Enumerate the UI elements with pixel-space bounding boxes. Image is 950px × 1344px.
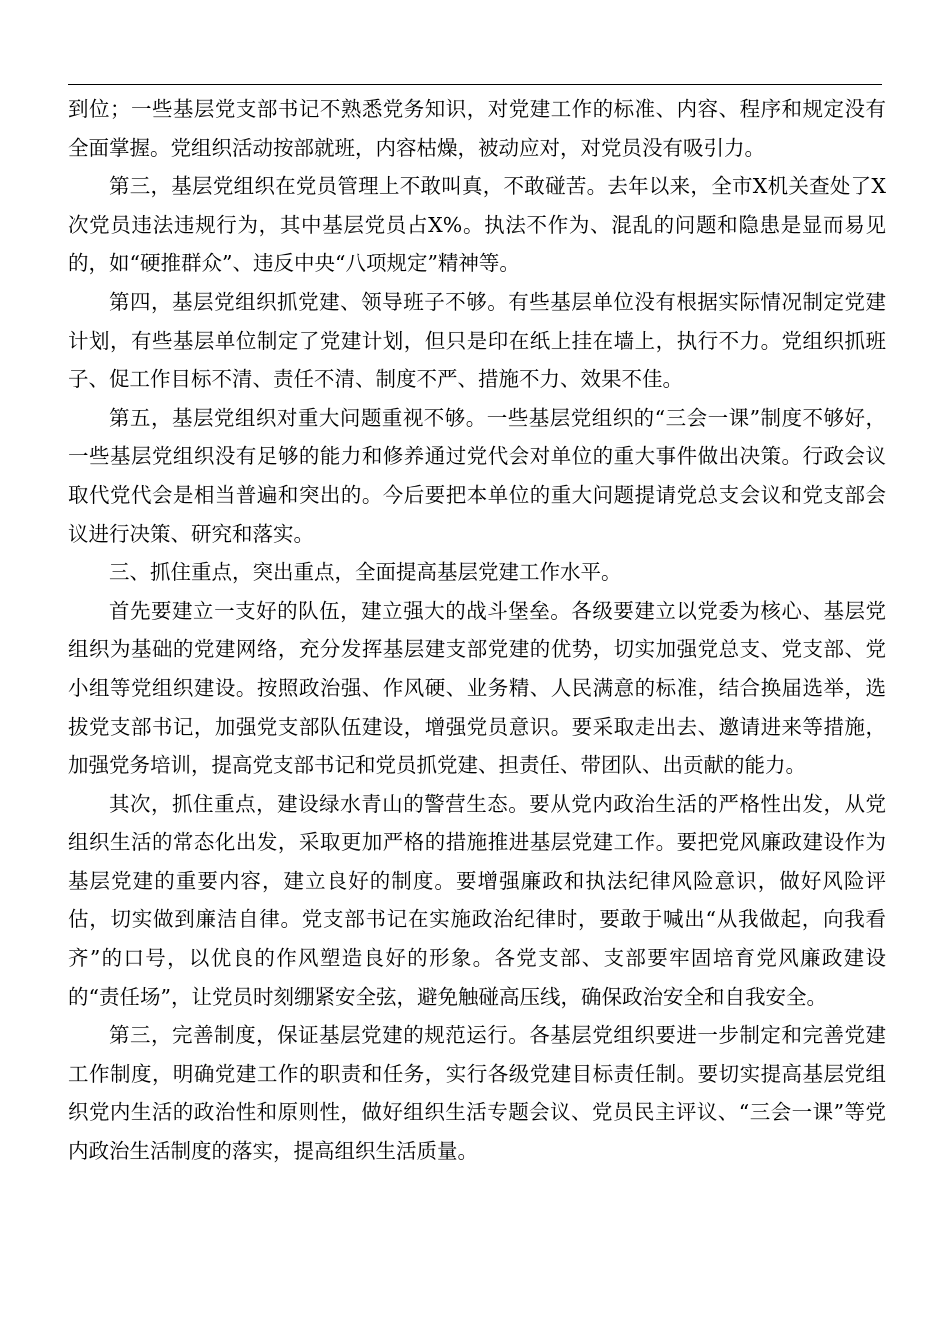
paragraph-continuation: 到位；一些基层党支部书记不熟悉党务知识，对党建工作的标准、内容、程序和规定没有全面掌握。党组织活动按部就班，内容枯燥，被动应对，对党员没有吸引力。 [68, 97, 886, 160]
section-heading-three: 三、抓住重点，突出重点，全面提高基层党建工作水平。 [109, 560, 622, 585]
paragraph-third-system: 第三，完善制度，保证基层党建的规范运行。各基层党组织要进一步制定和完善党建工作制度，明确党建工作的职责和任务，实行各级党建目标责任制。要切实提高基层党组织党内生活的政治性和原则性，做好组织生活专题会议、党员民主评议、“三会一课”等党内政治生活制度的落实，提高组织生活质量。 [68, 1023, 886, 1164]
paragraph-fifth-major-issues: 第五，基层党组织对重大问题重视不够。一些基层党组织的“三会一课”制度不够好，一些基层党组织没有足够的能力和修养通过党代会对单位的重大事件做出决策。行政会议取代党代会是相当普遍和突出的。今后要把本单位的重大问题提请党总支会议和党支部会议进行决策、研究和落实。 [68, 405, 886, 546]
paragraph-third-member-management: 第三，基层党组织在党员管理上不敢叫真，不敢碰苦。去年以来，全市X机关查处了X次党员违法违规行为，其中基层党员占X%。执法不作为、混乱的问题和隐患是显而易见的，如“硬推群众”、违反中央“八项规定”精神等。 [68, 174, 886, 276]
header-rule [68, 84, 882, 85]
paragraph-first-team-building: 首先要建立一支好的队伍，建立强大的战斗堡垒。各级要建立以党委为核心、基层党组织为基础的党建网络，充分发挥基层建支部党建的优势，切实加强党总支、党支部、党小组等党组织建设。按照政治强、作风硬、业务精、人民满意的标准，结合换届选举，选拔党支部书记，加强党支部队伍建设，增强党员意识。要采取走出去、邀请进来等措施，加强党务培训，提高党支部书记和党员抓党建、担责任、带团队、出贡献的能力。 [68, 598, 886, 778]
paragraph-fourth-leadership: 第四，基层党组织抓党建、领导班子不够。有些基层单位没有根据实际情况制定党建计划，有些基层单位制定了党建计划，但只是印在纸上挂在墙上，执行不力。党组织抓班子、促工作目标不清、责任不清、制度不严、措施不力、效果不佳。 [68, 289, 886, 392]
document-body [68, 90, 886, 1171]
paragraph-second-ecology: 其次，抓住重点，建设绿水青山的警营生态。要从党内政治生活的严格性出发，从党组织生活的常态化出发，采取更加严格的措施推进基层党建工作。要把党风廉政建设作为基层党建的重要内容，建立良好的制度。要增强廉政和执法纪律风险意识，做好风险评估，切实做到廉洁自律。党支部书记在实施政治纪律时，要敢于喊出“从我做起，向我看齐”的口号，以优良的作风塑造良好的形象。各党支部、支部要牢固培育党风廉政建设的“责任场”，让党员时刻绷紧安全弦，避免触碰高压线，确保政治安全和自我安全。 [68, 791, 886, 1009]
